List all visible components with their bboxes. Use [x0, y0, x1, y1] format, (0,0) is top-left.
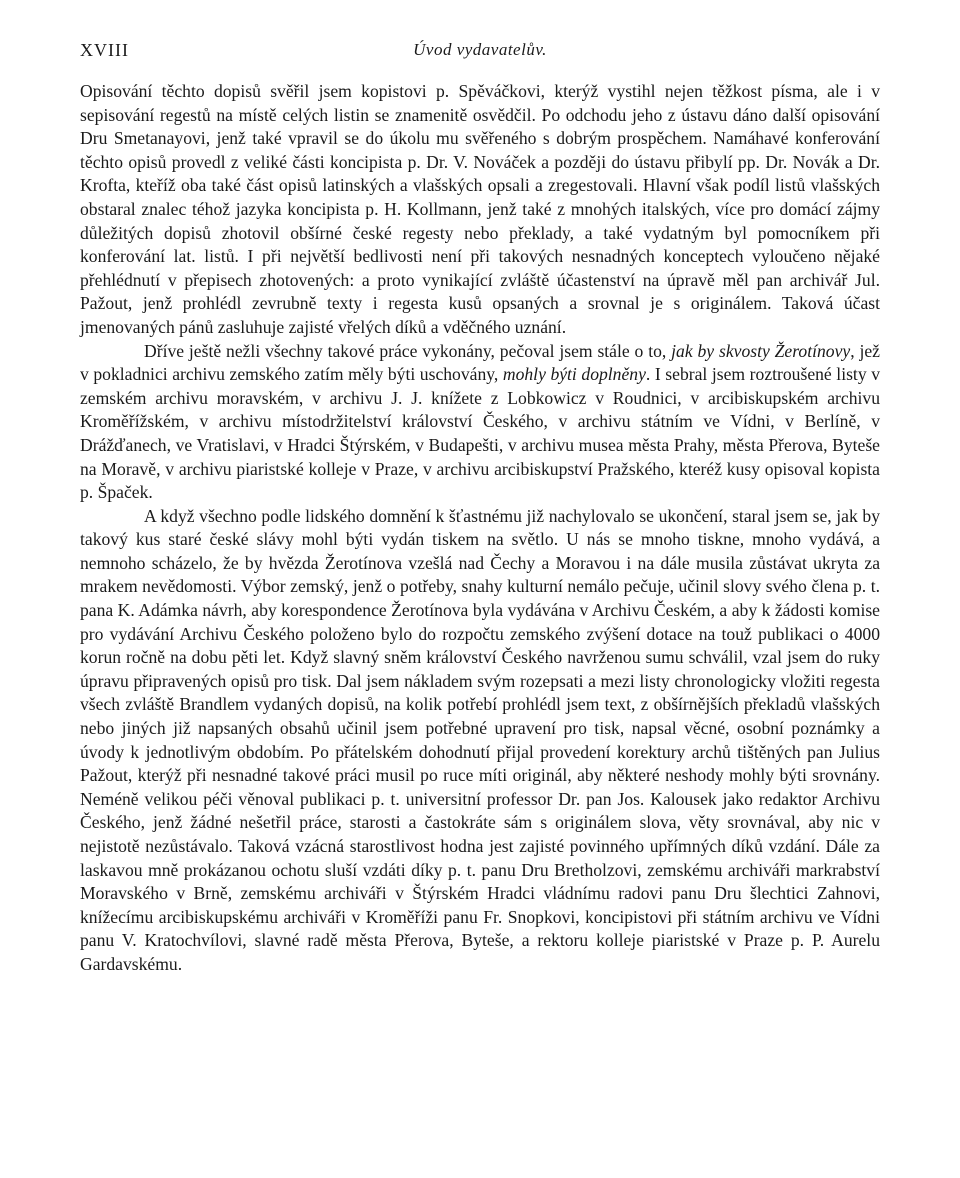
- text-segment: . I sebral jsem roztroušené listy v zemském archivu moravském, v archivu J. J. knížete z Lobkowicz v Roudnici, v arcibiskupském archivu Kroměřížském, v archivu místodržitelství království Českého, v archivu státním ve Vídni, v Berlíně, v Drážďanech, ve Vratislavi, v Hradci Štýrském, v Budapešti, v archivu musea města Prahy, města Přerova, Byteše na Moravě, v archivu piaristské kolleje v Praze, v archivu arcibiskupství Pražského, kteréž kusy opisoval kopista p. Špaček.: [80, 364, 880, 503]
- page-number: XVIII: [80, 40, 129, 60]
- paragraph: [80, 505, 880, 977]
- header-title: Úvod vydavatelův.: [413, 40, 547, 59]
- document-page: [80, 34, 880, 977]
- text-segment: Opisování těchto dopisů svěřil jsem kopistovi p. Spěváčkovi, kterýž vystihl nejen těžkost písma, ale i v sepisování regestů na místě celých listin se znamenitě osvědčil. Po odchodu jeho z ústavu dáno další opisování Dru Smetanayovi, jenž také vpravil se do úkolu mu svěřeného s dobrým prospěchem. Namáhavé konferování těchto opisů provedl z veliké části koncipista p. Dr. V. Nováček a později do ústavu přibylí pp. Dr. Novák a Dr. Krofta, kteříž oba také část opisů latinských a vlašských opsali a zregestovali. Hlavní však podíl listů vlašských obstaral znalec téhož jazyka koncipista p. H. Kollmann, jenž také z mnohých italských, více pro domácí zájmy důležitých dopisů zhotovil obšírné české regesty nebo překlady, a také vydatným byl pomocníkem při konferování lat. listů. I při největší bedlivosti není při takových nesnadných konceptech vyloučeno nějaké přehlédnutí v přepisech zhotovených: a proto vynikající zvláště účastenství na úpravě měl pan archivář Jul. Pažout, jenž prohlédl zevrubně texty i regesta kusů opsaných a srovnal je s originálem. Taková účast jmenovaných pánů zasluhuje zajisté vřelých díků a vděčného uznání.: [80, 81, 880, 337]
- running-header: [80, 34, 880, 64]
- paragraph: [80, 340, 880, 505]
- text-segment: Dříve ještě nežli všechny takové práce vykonány, pečoval jsem stále o to,: [144, 340, 672, 361]
- body-text: [80, 80, 880, 977]
- paragraph: [80, 80, 880, 340]
- italic-phrase: mohly býti doplněny: [502, 364, 646, 385]
- text-segment: A když všechno podle lidského domnění k šťastnému již nachylovalo se ukončení, staral jsem se, jak by takový kus staré české slávy mohl býti vydán tiskem na světlo. U nás se mnoho tiskne, mnoho vydává, a nemnoho scházelo, že by hvězda Žerotínova vzešlá nad Čechy a Moravou i na dále musila zůstávat ukryta za mrakem nevědomosti. Výbor zemský, jenž o potřeby, snahy kulturní nemálo pečuje, učinil slovy svého člena p. t. pana K. Adámka návrh, aby korespondence Žerotínova byla vydávána v Archivu Českém, a aby k žádosti komise pro vydávání Archivu Českého položeno bylo do rozpočtu zemského zvýšení dotace na touž publikaci o 4000 korun ročně na dobu pěti let. Když slavný sněm království Českého navrženou sumu schválil, vzal jsem do ruky úpravu připravených opisů pro tisk. Dal jsem nákladem svým rozepsati a mezi listy chronologicky vložiti regesta všech zvláště Brandlem vydaných dopisů, na kolik potřebí prohlédl jsem text, z obšírnějších překladů vlašských nebo jiných již napsaných obsahů učinil jsem potřebné upravení pro tisk, napsal věcné, osobní poznámky a úvody k jednotlivým obdobím. Po přátelském dohodnutí přijal provedení korektury archů tištěných pan Julius Pažout, kterýž při nesnadné takové práci musil po ruce míti originál, aby některé neshody mohly býti srovnány. Neméně velikou péči věnoval publikaci p. t. universitní professor Dr. pan Jos. Kalousek jako redaktor Archivu Českého, jenž žádné nešetřil práce, starosti a častokráte sám s originálem slova, věty srovnával, aby nic v nejistotě nezůstávalo. Taková vzácná starostlivost hodna jest zajisté povinného upřímných díků vzdání. Dále za laskavou mně prokázanou ochotu sluší vzdáti díky p. t. panu Dru Bretholzovi, zemskému archiváři markrabství Moravského v Brně, zemskému archiváři v Štýrském Hradci vládnímu radovi panu Dru šlechtici Zahnovi, knížecímu arcibiskupskému archiváři v Kroměříži panu Fr. Snopkovi, koncipistovi při státním archivu ve Vídni panu V. Kratochvílovi, slavné radě města Přerova, Byteše, a rektoru kolleje piaristské v Praze p. P. Aurelu Gardavskému.: [80, 505, 880, 974]
- text-segment: , jež v pokladnici archivu zemského zatím měly býti uschovány,: [80, 340, 880, 385]
- italic-phrase: jak by skvosty Žerotínovy: [671, 340, 851, 361]
